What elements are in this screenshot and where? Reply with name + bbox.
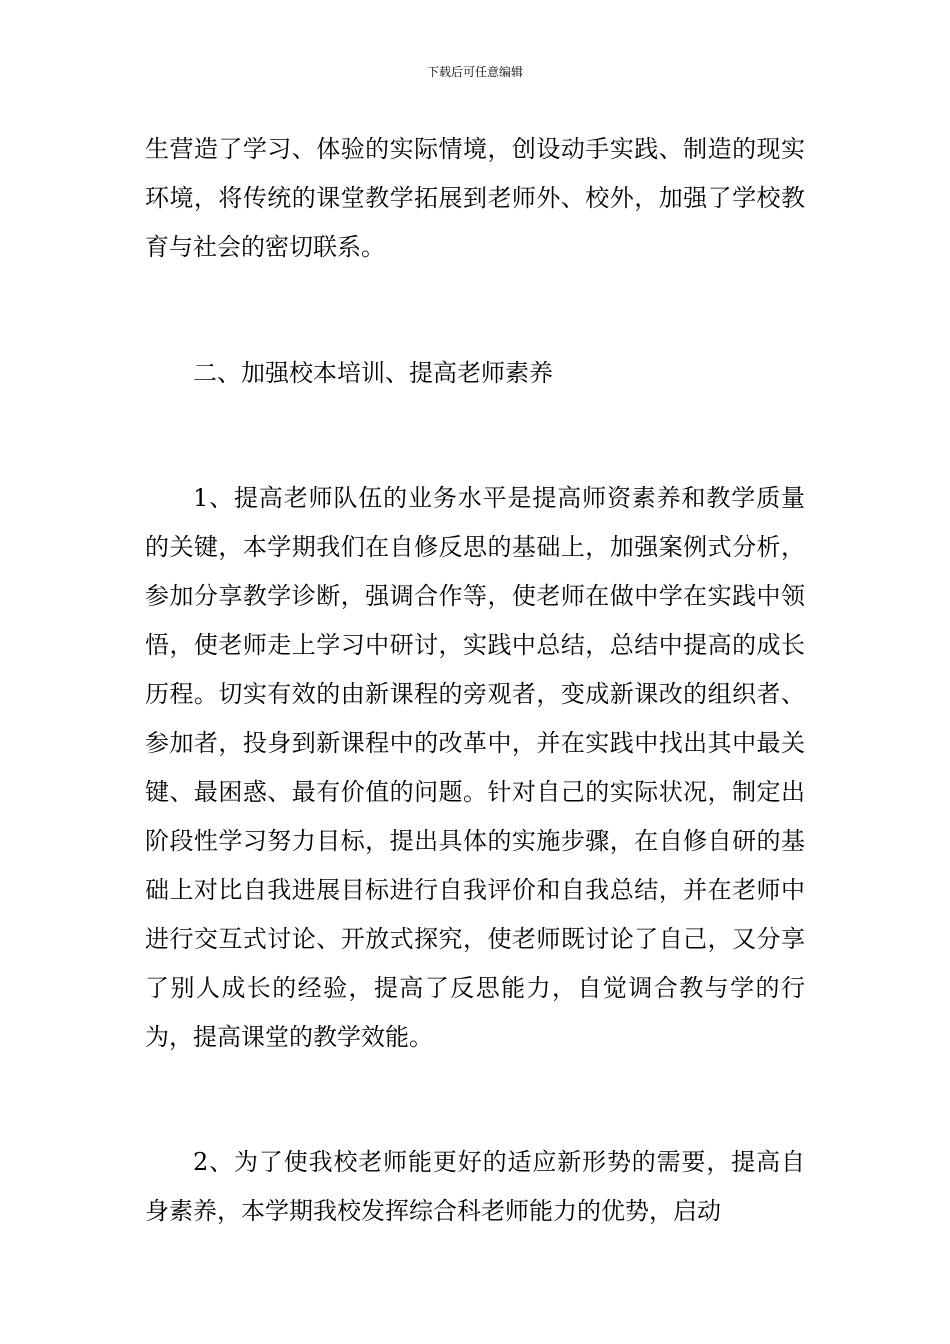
paragraph-gap	[145, 1062, 805, 1138]
paragraph-item-2: 2、为了使我校老师能更好的适应新形势的需要，提高自身素养，本学期我校发挥综合科老师能力的优势，启动	[145, 1148, 805, 1225]
paragraph-continuation: 生营造了学习、体验的实际情境，创设动手实践、制造的现实环境，将传统的课堂教学拓展到老师外、校外，加强了学校教育与社会的密切联系。	[145, 135, 805, 261]
paragraph-gap	[145, 272, 805, 349]
paragraph-item-1: 1、提高老师队伍的业务水平是提高师资素养和教学质量的关键，本学期我们在自修反思的基础上，加强案例式分析，参加分享教学诊断，强调合作等，使老师在做中学在实践中领悟，使老师走上学习中研讨，实践中总结，总结中提高的成长历程。切实有效的由新课程的旁观者，变成新课改的组织者、参加者，投身到新课程中的改革中，并在实践中找出其中最关键、最困惑、最有价值的问题。针对自己的实际状况，制定出阶段性学习努力目标，提出具体的实施步骤，在自修自研的基础上对比自我进展目标进行自我评价和自我总结，并在老师中进行交互式讨论、开放式探究，使老师既讨论了自己，又分享了别人成长的经验，提高了反思能力，自觉调合教与学的行为，提高课堂的教学效能。	[145, 484, 805, 1051]
page-header: 下载后可任意编辑	[426, 65, 523, 79]
document-body	[145, 125, 805, 1236]
section-heading: 二、加强校本培训、提高老师素养	[193, 359, 553, 387]
paragraph-gap	[145, 398, 805, 474]
